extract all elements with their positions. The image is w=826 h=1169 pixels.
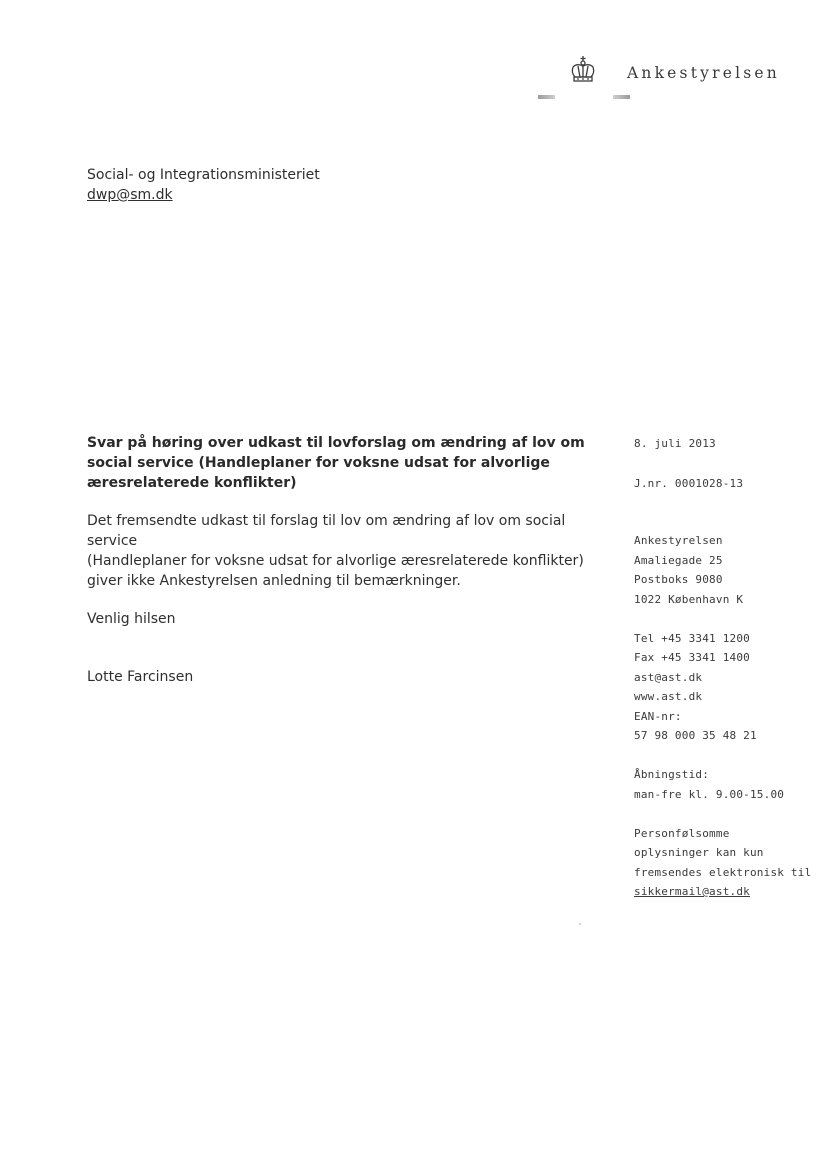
sender-fax: Fax +45 3341 1400 bbox=[634, 651, 750, 664]
spacer bbox=[634, 804, 811, 824]
recipient-block bbox=[87, 165, 320, 205]
recipient-email-link[interactable]: dwp@sm.dk bbox=[87, 187, 173, 203]
opening-hours-label: Åbningstid: bbox=[634, 768, 710, 781]
sender-email: ast@ast.dk bbox=[634, 670, 703, 684]
sender-website: www.ast.dk bbox=[634, 690, 703, 703]
body-line: Det fremsendte udkast til forslag til lov om ændring af lov om social service bbox=[87, 513, 566, 549]
recipient-name: Social- og Integrationsministeriet bbox=[87, 167, 320, 183]
letter-closing: Venlig hilsen bbox=[87, 611, 176, 627]
case-number: J.nr. 0001028-13 bbox=[634, 477, 744, 490]
letter-subject: Svar på høring over udkast til lovforslag om ændring af lov om social service (Handleplaner for voksne udsat for alvorlige æresrelaterede konflikter) bbox=[87, 435, 585, 491]
secure-email-link[interactable]: sikkermail@ast.dk bbox=[634, 885, 750, 898]
sender-city: 1022 København K bbox=[634, 592, 744, 606]
ean-label: EAN-nr: bbox=[634, 709, 682, 723]
body-line: giver ikke Ankestyrelsen anledning til bemærkninger. bbox=[87, 573, 461, 589]
privacy-note-line: fremsendes elektronisk til bbox=[634, 865, 812, 879]
ean-number: 57 98 000 35 48 21 bbox=[634, 729, 757, 742]
privacy-note-line: oplysninger kan kun bbox=[634, 846, 764, 859]
sender-contact-block bbox=[634, 531, 811, 902]
crown-logo-icon bbox=[569, 55, 597, 85]
letter-body bbox=[87, 511, 617, 591]
organization-logo-text: Ankestyrelsen bbox=[627, 64, 780, 82]
sender-street: Amaliegade 25 bbox=[634, 553, 723, 567]
sender-postbox: Postboks 9080 bbox=[634, 573, 723, 586]
logo-decor-bar-left bbox=[538, 95, 555, 99]
scan-speck bbox=[579, 923, 581, 925]
letter-date: 8. juli 2013 bbox=[634, 437, 716, 450]
spacer bbox=[634, 746, 811, 766]
sender-phone: Tel +45 3341 1200 bbox=[634, 631, 750, 645]
sender-name: Ankestyrelsen bbox=[634, 534, 723, 547]
body-line: (Handleplaner for voksne udsat for alvorlige æresrelaterede konflikter) bbox=[87, 553, 584, 569]
logo-decor-bar-right bbox=[613, 95, 630, 99]
privacy-note-line: Personfølsomme bbox=[634, 826, 730, 840]
letter-signature: Lotte Farcinsen bbox=[87, 669, 194, 685]
opening-hours-value: man-fre kl. 9.00-15.00 bbox=[634, 787, 785, 801]
spacer bbox=[634, 609, 811, 629]
